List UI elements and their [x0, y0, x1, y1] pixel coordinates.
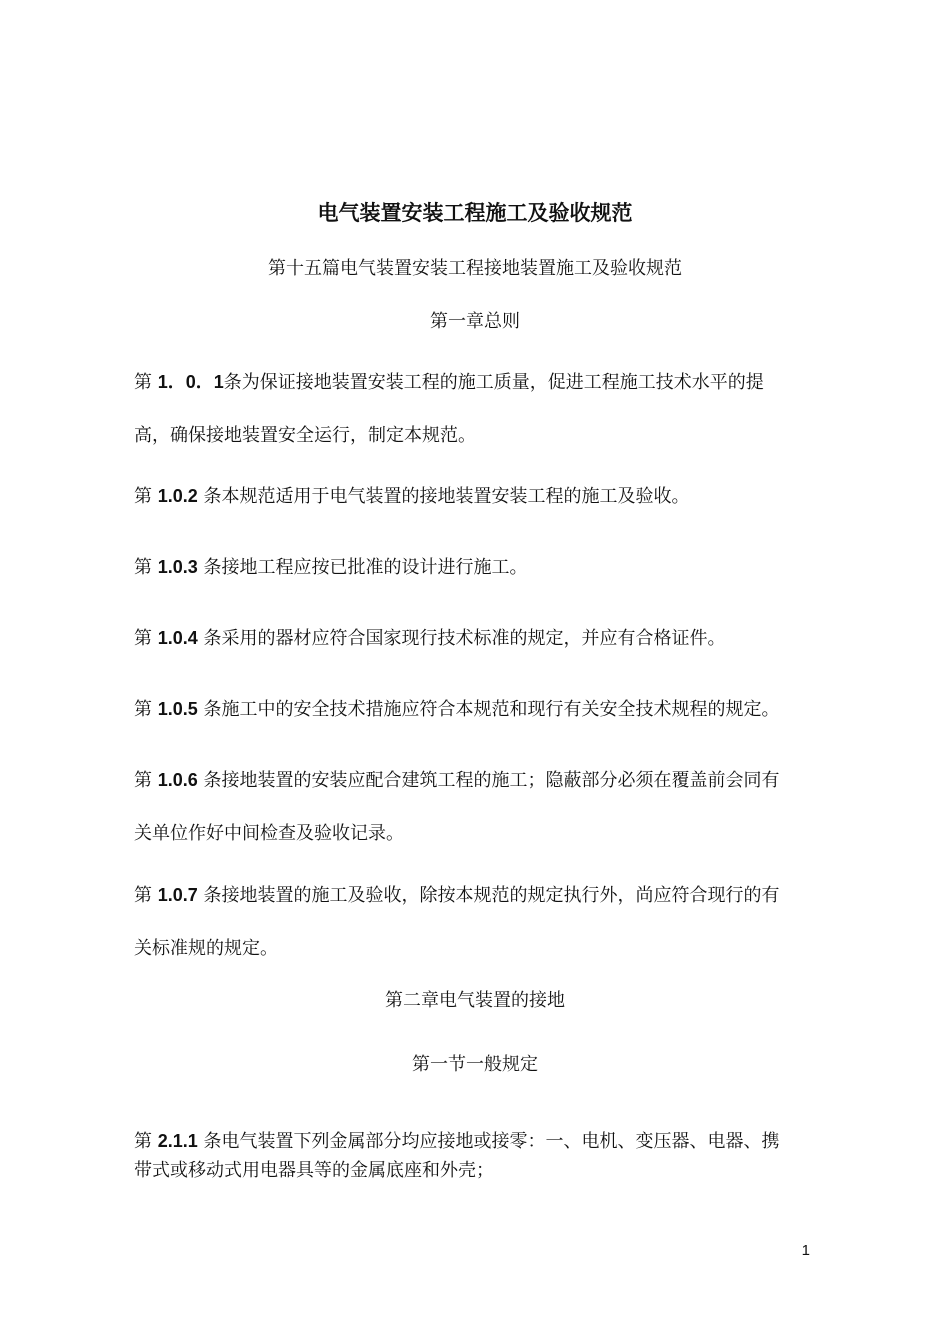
article-2-1-1	[134, 1126, 819, 1186]
article-1-0-5	[134, 694, 819, 724]
article-number: 1.0.2	[157, 486, 198, 506]
article-line	[134, 367, 819, 397]
article-1-0-7	[134, 880, 819, 964]
article-text-continued: 关单位作好中间检查及验收记录。	[134, 823, 404, 844]
article-text-continued: 高，确保接地装置安全运行，制定本规范。	[134, 425, 476, 446]
chapter-2-title: 第二章电气装置的接地	[385, 990, 565, 1011]
article-prefix: 第	[134, 885, 152, 906]
article-text: 条为保证接地装置安装工程的施工质量，促进工程施工技术水平的提	[223, 372, 764, 393]
document-title: 电气装置安装工程施工及验收规范	[317, 201, 633, 225]
article-number: 1.0.3	[157, 557, 198, 577]
article-text: 条施工中的安全技术措施应符合本规范和现行有关安全技术规程的规定。	[203, 699, 780, 720]
article-prefix: 第	[134, 628, 152, 649]
chapter-1-title: 第一章总则	[430, 311, 520, 332]
article-line	[134, 623, 819, 653]
article-prefix: 第	[134, 1131, 152, 1152]
article-prefix: 第	[134, 770, 152, 791]
part-title: 第十五篇电气装置安装工程接地装置施工及验收规范	[268, 258, 682, 279]
article-text: 条接地装置的安装应配合建筑工程的施工；隐蔽部分必须在覆盖前会同有	[203, 770, 780, 791]
article-prefix: 第	[134, 557, 152, 578]
article-line	[134, 481, 819, 511]
article-1-0-3	[134, 552, 819, 582]
section-1-title: 第一节一般规定	[412, 1054, 538, 1075]
article-number: 1．0．1	[157, 372, 224, 392]
article-text-continued: 带式或移动式用电器具等的金属底座和外壳；	[134, 1160, 494, 1181]
article-line	[134, 694, 819, 724]
article-number: 1.0.5	[157, 699, 198, 719]
article-text: 条本规范适用于电气装置的接地装置安装工程的施工及验收。	[203, 486, 690, 507]
article-prefix: 第	[134, 486, 152, 507]
article-1-0-6	[134, 765, 819, 849]
article-1-0-4	[134, 623, 819, 653]
article-number: 2.1.1	[157, 1131, 198, 1151]
article-number: 1.0.7	[157, 885, 198, 905]
article-line	[134, 552, 819, 582]
article-text: 条接地装置的施工及验收，除按本规范的规定执行外，尚应符合现行的有	[203, 885, 780, 906]
article-prefix: 第	[134, 699, 152, 720]
article-text: 条接地工程应按已批准的设计进行施工。	[203, 557, 528, 578]
article-line	[134, 880, 819, 910]
page-number: 1	[801, 1242, 810, 1259]
article-text: 条电气装置下列金属部分均应接地或接零：一、电机、变压器、电器、携	[203, 1131, 780, 1152]
article-number: 1.0.6	[157, 770, 198, 790]
article-prefix: 第	[134, 372, 152, 393]
article-number: 1.0.4	[157, 628, 198, 648]
article-text-continued: 关标准规的规定。	[134, 938, 278, 959]
article-line	[134, 765, 819, 795]
article-1-0-2	[134, 481, 819, 511]
article-text: 条采用的器材应符合国家现行技术标准的规定，并应有合格证件。	[203, 628, 726, 649]
article-line	[134, 1126, 819, 1156]
article-1-0-1	[134, 367, 819, 451]
